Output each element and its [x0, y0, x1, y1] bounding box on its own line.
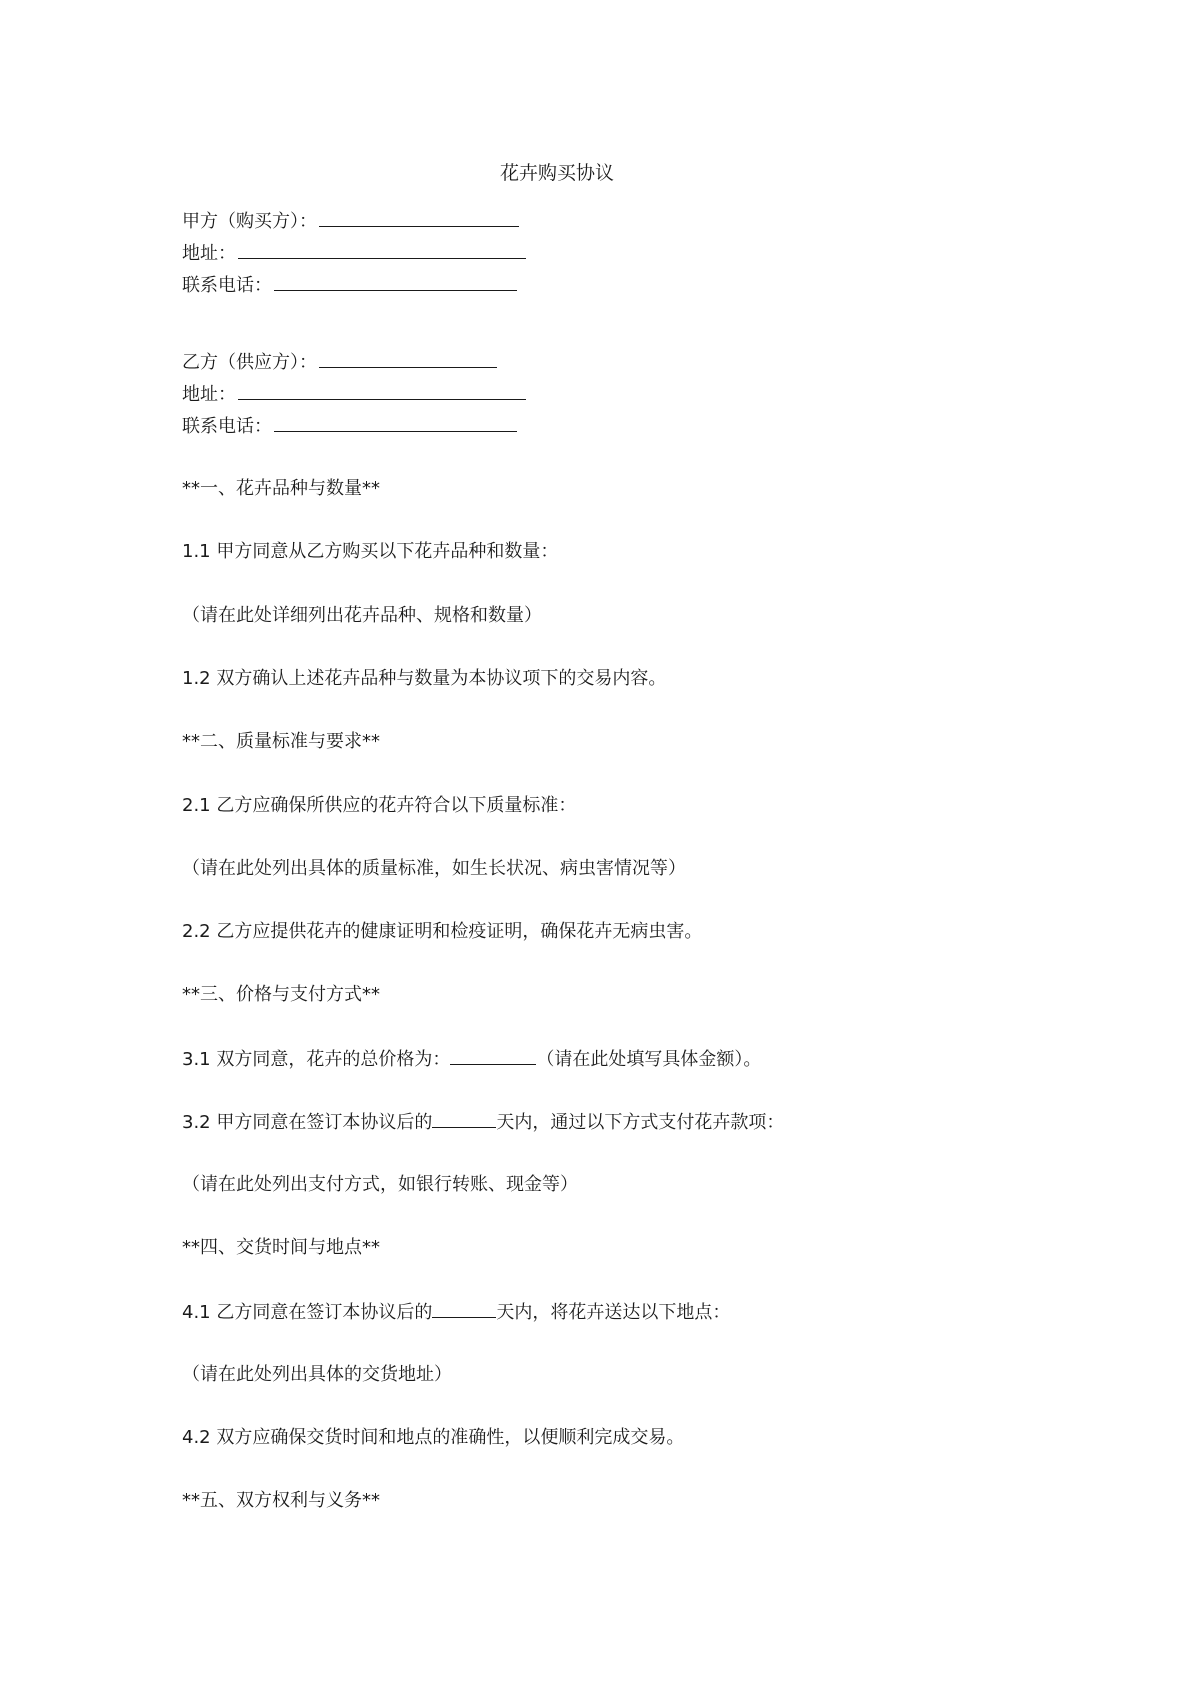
clause-1-1: 1.1 甲方同意从乙方购买以下花卉品种和数量：: [182, 541, 559, 562]
party-b-address-line: [182, 381, 526, 408]
clause-1-2: 1.2 双方确认上述花卉品种与数量为本协议项下的交易内容。: [182, 668, 667, 689]
party-b-name-label: 乙方（供应方）：: [182, 352, 317, 373]
section-3-heading: **三、价格与支付方式**: [182, 984, 380, 1005]
clause-3-2-text-after: 天内，通过以下方式支付花卉款项：: [496, 1112, 785, 1133]
payment-days-blank: [432, 1109, 496, 1128]
party-a-address-line: [182, 240, 526, 267]
clause-3-2-text-before: 3.2 甲方同意在签订本协议后的: [182, 1112, 433, 1133]
party-a-name-label: 甲方（购买方）：: [182, 211, 317, 232]
document-title: 花卉购买协议: [499, 162, 614, 184]
party-b-phone-blank: [274, 413, 517, 432]
clause-4-1-text-after: 天内，将花卉送达以下地点：: [496, 1302, 731, 1323]
clause-4-1: [182, 1299, 730, 1326]
section-4-heading: **四、交货时间与地点**: [182, 1237, 380, 1258]
party-a-address-blank: [238, 240, 526, 259]
party-b-phone-line: [182, 413, 517, 440]
clause-4-1-text-before: 4.1 乙方同意在签订本协议后的: [182, 1302, 433, 1323]
section-5-heading: **五、双方权利与义务**: [182, 1490, 380, 1511]
party-b-address-blank: [238, 381, 526, 400]
clause-3-1: [182, 1046, 761, 1073]
party-a-phone-blank: [274, 272, 517, 291]
section-1-heading: **一、花卉品种与数量**: [182, 478, 380, 499]
party-a-phone-label: 联系电话：: [182, 275, 272, 296]
clause-1-note: （请在此处详细列出花卉品种、规格和数量）: [182, 605, 542, 626]
clause-2-1: 2.1 乙方应确保所供应的花卉符合以下质量标准：: [182, 795, 577, 816]
clause-4-2: 4.2 双方应确保交货时间和地点的准确性，以便顺利完成交易。: [182, 1427, 685, 1448]
party-a-name-blank: [319, 208, 519, 227]
party-a-phone-line: [182, 272, 517, 299]
party-a-address-label: 地址：: [182, 243, 236, 264]
clause-2-2: 2.2 乙方应提供花卉的健康证明和检疫证明，确保花卉无病虫害。: [182, 921, 703, 942]
section-2-heading: **二、质量标准与要求**: [182, 731, 380, 752]
clause-3-1-text-after: （请在此处填写具体金额）。: [536, 1049, 762, 1070]
clause-3-1-text-before: 3.1 双方同意，花卉的总价格为：: [182, 1049, 451, 1070]
clause-2-note: （请在此处列出具体的质量标准，如生长状况、病虫害情况等）: [182, 858, 686, 879]
delivery-days-blank: [432, 1299, 496, 1318]
party-b-address-label: 地址：: [182, 384, 236, 405]
clause-3-2: [182, 1109, 784, 1136]
total-price-blank: [450, 1046, 536, 1065]
party-b-name-line: [182, 349, 497, 376]
clause-3-note: （请在此处列出支付方式，如银行转账、现金等）: [182, 1174, 578, 1195]
party-b-name-blank: [319, 349, 497, 368]
party-b-phone-label: 联系电话：: [182, 416, 272, 437]
party-a-name-line: [182, 208, 519, 235]
clause-4-note: （请在此处列出具体的交货地址）: [182, 1364, 452, 1385]
